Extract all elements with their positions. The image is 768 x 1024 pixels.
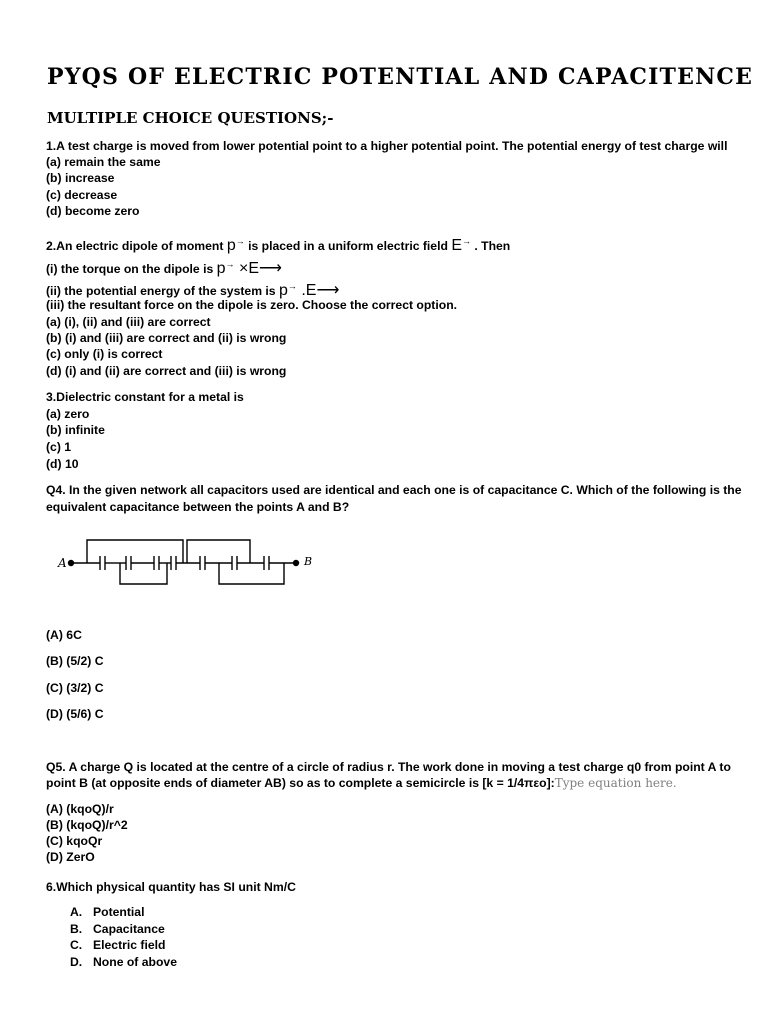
q5-question-line2 (46, 775, 677, 791)
option-letter: A. (70, 905, 83, 919)
q2-text-1: 2.An electric dipole of moment (46, 239, 227, 253)
q3-option-b: (b) infinite (46, 423, 105, 437)
q5-option-b: (B) (kqoQ)/r^2 (46, 818, 128, 832)
option-letter: B. (70, 921, 83, 936)
p-vector-symbol: p (226, 237, 236, 254)
q1-option-d: (d) become zero (46, 204, 140, 218)
terminal-a-dot (68, 560, 74, 566)
q4-option-b: (B) (5/2) C (46, 654, 104, 668)
q3-option-d: (d) 10 (46, 457, 79, 471)
option-text: Potential (93, 905, 145, 919)
q4-question-line1: Q4. In the given network all capacitors used are identical and each one is of capacitance C. Which of the following is the (46, 483, 742, 497)
q2-statement-iii: (iii) the resultant force on the dipole is zero. Choose the correct option. (46, 298, 458, 312)
q2-question (46, 233, 510, 254)
q2-ii-text: (ii) the potential energy of the system is (46, 284, 279, 298)
q6-option (70, 954, 177, 971)
capacitor-network-diagram (56, 536, 326, 588)
vector-arrow: → (235, 236, 245, 246)
q2-statement-ii (46, 278, 339, 299)
vector-arrow: → (461, 236, 471, 246)
q2-statement-i (46, 256, 282, 277)
q5-text: point B (at opposite ends of diameter AB) so as to complete a semicircle is [k = 1/4πεo]: (46, 776, 555, 790)
q6-options-list (70, 904, 177, 970)
q5-question-line1: Q5. A charge Q is located at the centre of a circle of radius r. The work done in moving a test charge q0 from point A to (46, 760, 731, 774)
page-title: PYQS OF ELECTRIC POTENTIAL AND CAPACITENCE (47, 64, 754, 90)
q1-option-c: (c) decrease (46, 188, 118, 202)
q6-option (70, 904, 177, 921)
q2-option-b: (b) (i) and (iii) are correct and (ii) is wrong (46, 331, 287, 345)
option-letter: D. (70, 954, 83, 969)
option-text: Capacitance (93, 921, 165, 936)
q5-option-a: (A) (kqoQ)/r (46, 802, 114, 816)
q5-option-d: (D) ZerO (46, 850, 95, 864)
q1-option-b: (b) increase (46, 171, 115, 185)
q2-i-text: (i) the torque on the dipole is (46, 262, 217, 276)
option-letter: C. (70, 938, 83, 952)
q2-text-3: . Then (470, 239, 511, 253)
q2-text-2: is placed in a uniform electric field (244, 239, 452, 253)
equation-placeholder[interactable]: Type equation here. (554, 776, 677, 790)
q2-option-a: (a) (i), (ii) and (iii) are correct (46, 315, 211, 329)
terminal-b-dot (293, 560, 299, 566)
vector-arrow: → (225, 259, 235, 269)
terminal-a-label: A (58, 556, 67, 570)
dot-product-expr: .E⟶ (296, 282, 340, 299)
q2-option-c: (c) only (i) is correct (46, 347, 163, 361)
e-vector-symbol: E (451, 237, 462, 254)
q2-option-d: (d) (i) and (ii) are correct and (iii) is wrong (46, 364, 287, 378)
q3-option-a: (a) zero (46, 407, 90, 421)
section-heading: MULTIPLE CHOICE QUESTIONS;- (47, 109, 334, 127)
q6-question: 6.Which physical quantity has SI unit Nm/C (46, 880, 296, 894)
terminal-b-label: B (304, 555, 313, 568)
cross-product-expr: ×E⟶ (234, 260, 282, 277)
vector-arrow: → (287, 281, 297, 291)
q1-option-a: (a) remain the same (46, 155, 161, 169)
option-text: Electric field (93, 938, 166, 952)
p-vector-symbol: p (216, 260, 226, 277)
q4-option-d: (D) (5/6) C (46, 707, 104, 721)
option-text: None of above (93, 954, 177, 969)
q1-question: 1.A test charge is moved from lower potential point to a higher potential point. The potential energy of test charge will (46, 139, 728, 153)
p-vector-symbol: p (278, 282, 288, 299)
q4-option-a: (A) 6C (46, 628, 82, 642)
q6-option (70, 937, 177, 954)
q3-option-c: (c) 1 (46, 440, 72, 454)
q4-option-c: (C) (3/2) C (46, 681, 104, 695)
q5-option-c: (C) kqoQr (46, 834, 103, 848)
q3-question: 3.Dielectric constant for a metal is (46, 390, 244, 404)
q6-option (70, 921, 177, 938)
q4-question-line2: equivalent capacitance between the points A and B? (46, 500, 350, 514)
